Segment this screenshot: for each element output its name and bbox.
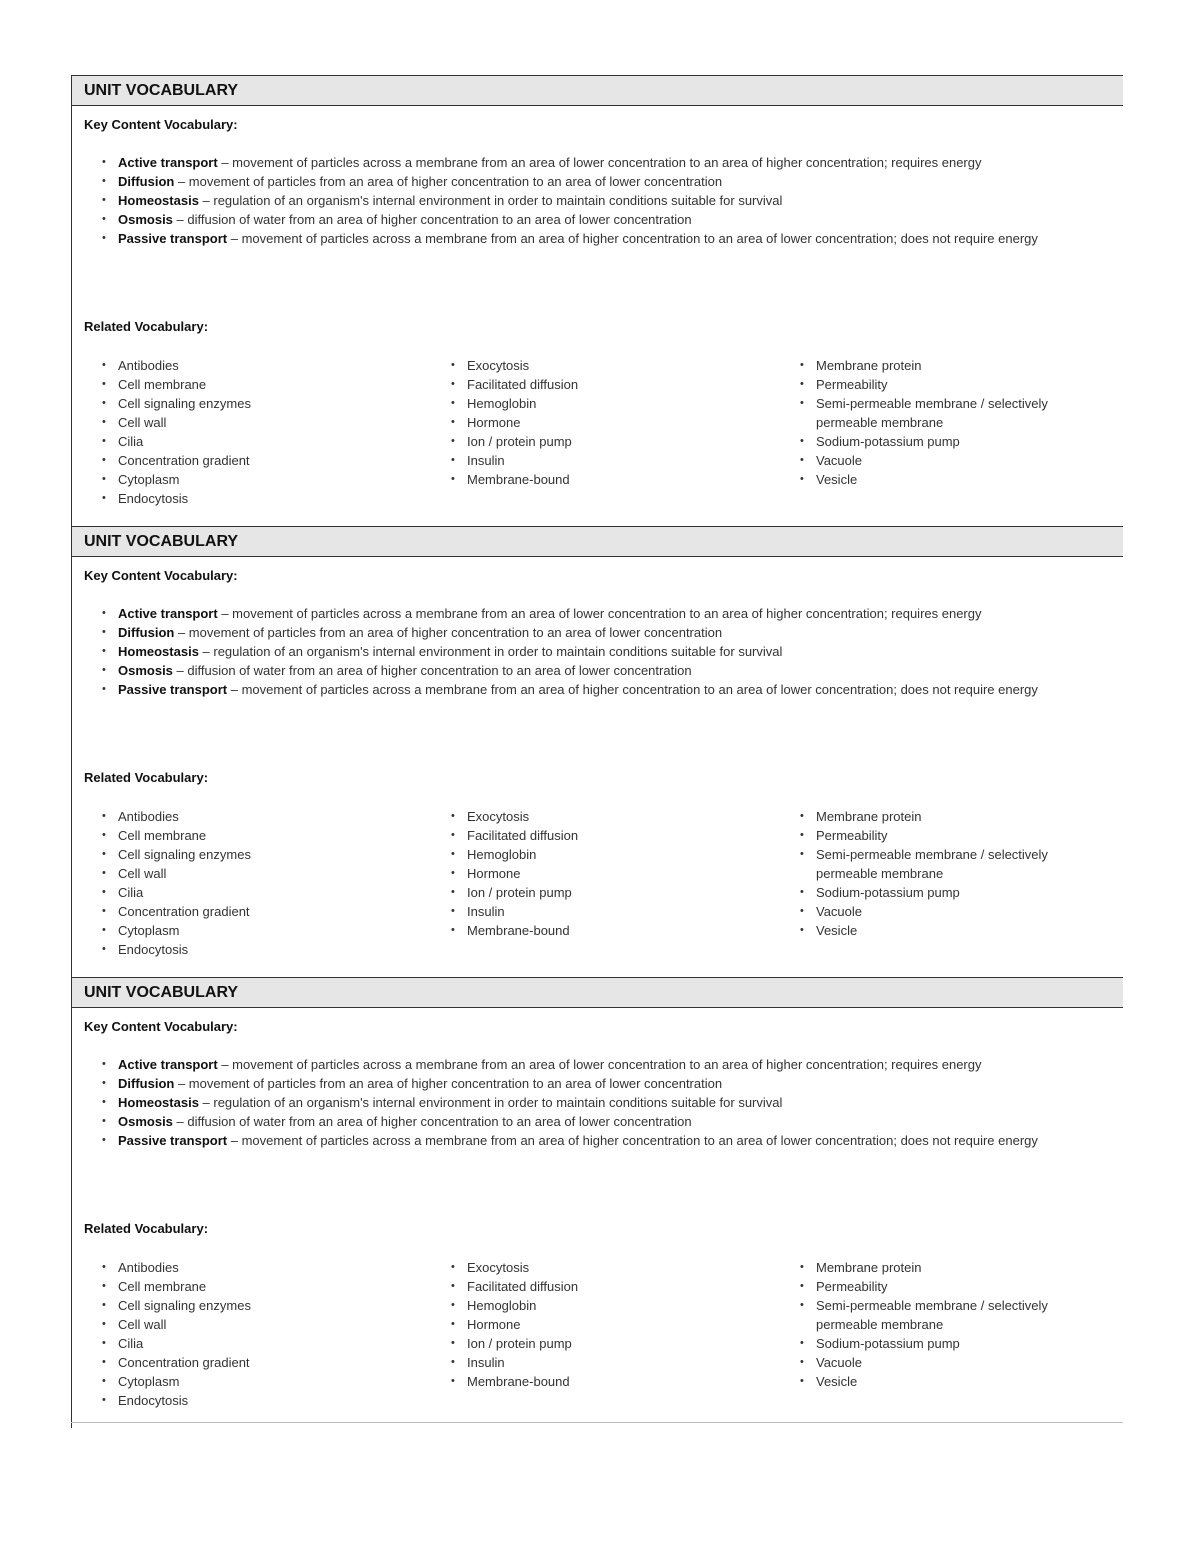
definition: – regulation of an organism's internal environment in order to maintain conditions suitable for survival xyxy=(198,644,783,659)
related-term: • Facilitated diffusion xyxy=(449,826,739,845)
related-term: • Cell signaling enzymes xyxy=(100,1296,390,1315)
related-term: • Semi-permeable membrane / selectively permeable membrane xyxy=(798,845,1098,883)
related-term: • Hemoglobin xyxy=(449,845,739,864)
related-term: • Cell membrane xyxy=(100,826,390,845)
related-term: • Antibodies xyxy=(100,356,390,375)
related-term: • Membrane protein xyxy=(798,807,1098,826)
related-term: • Endocytosis xyxy=(100,940,390,959)
key-vocabulary-heading: Key Content Vocabulary: xyxy=(84,117,238,132)
related-term: • Cytoplasm xyxy=(100,1372,390,1391)
bottom-divider xyxy=(71,1422,1123,1423)
related-term: • Exocytosis xyxy=(449,356,739,375)
definition: – diffusion of water from an area of higher concentration to an area of lower concentration xyxy=(172,663,692,678)
related-term: • Cell wall xyxy=(100,1315,390,1334)
related-term: • Endocytosis xyxy=(100,489,390,508)
related-term: • Vesicle xyxy=(798,921,1098,940)
related-term: • Membrane-bound xyxy=(449,470,739,489)
key-vocabulary-list xyxy=(100,604,1090,699)
related-term: • Sodium-potassium pump xyxy=(798,1334,1098,1353)
term: Osmosis xyxy=(118,212,173,227)
key-term-item xyxy=(100,1112,1090,1131)
key-term-item xyxy=(100,229,1090,248)
related-term: • Cilia xyxy=(100,432,390,451)
section-header: UNIT VOCABULARY xyxy=(72,75,1123,106)
related-term: • Cell membrane xyxy=(100,375,390,394)
related-column-3 xyxy=(798,1258,1098,1391)
related-term: • Facilitated diffusion xyxy=(449,1277,739,1296)
definition: – movement of particles across a membrane from an area of lower concentration to an area of higher concentration; requires energy xyxy=(217,606,982,621)
term: Passive transport xyxy=(118,231,228,246)
related-term: • Cell signaling enzymes xyxy=(100,845,390,864)
related-term: • Hormone xyxy=(449,864,739,883)
term: Active transport xyxy=(118,1057,218,1072)
term: Active transport xyxy=(118,606,218,621)
definition: – movement of particles from an area of higher concentration to an area of lower concentration xyxy=(174,174,723,189)
related-term: • Cytoplasm xyxy=(100,921,390,940)
vocabulary-section xyxy=(71,977,1123,1428)
related-term: • Vesicle xyxy=(798,1372,1098,1391)
term: Osmosis xyxy=(118,1114,173,1129)
related-term: • Antibodies xyxy=(100,1258,390,1277)
related-term: • Membrane-bound xyxy=(449,921,739,940)
related-column-1 xyxy=(100,1258,390,1410)
definition: – movement of particles across a membrane from an area of higher concentration to an area of lower concentration; does not require energy xyxy=(227,231,1038,246)
term: Diffusion xyxy=(118,1076,175,1091)
related-term: • Endocytosis xyxy=(100,1391,390,1410)
key-vocabulary-list xyxy=(100,1055,1090,1150)
key-term-item xyxy=(100,1131,1090,1150)
term: Homeostasis xyxy=(118,644,199,659)
key-term-item xyxy=(100,680,1090,699)
definition: – diffusion of water from an area of higher concentration to an area of lower concentration xyxy=(172,1114,692,1129)
key-term-item xyxy=(100,210,1090,229)
related-column-2 xyxy=(449,356,739,489)
related-column-1 xyxy=(100,356,390,508)
key-term-item xyxy=(100,1093,1090,1112)
term: Active transport xyxy=(118,155,218,170)
related-term: • Exocytosis xyxy=(449,807,739,826)
related-column-3 xyxy=(798,356,1098,489)
term: Passive transport xyxy=(118,682,228,697)
related-term: • Vacuole xyxy=(798,1353,1098,1372)
definition: – regulation of an organism's internal environment in order to maintain conditions suitable for survival xyxy=(198,1095,783,1110)
key-vocabulary-heading: Key Content Vocabulary: xyxy=(84,568,238,583)
term: Diffusion xyxy=(118,625,175,640)
related-column-1 xyxy=(100,807,390,959)
key-term-item xyxy=(100,191,1090,210)
related-term: • Cytoplasm xyxy=(100,470,390,489)
related-term: • Cell wall xyxy=(100,413,390,432)
related-term: • Cell wall xyxy=(100,864,390,883)
related-term: • Membrane-bound xyxy=(449,1372,739,1391)
related-term: • Membrane protein xyxy=(798,1258,1098,1277)
related-column-2 xyxy=(449,807,739,940)
related-term: • Insulin xyxy=(449,1353,739,1372)
definition: – movement of particles across a membrane from an area of lower concentration to an area of higher concentration; requires energy xyxy=(217,1057,982,1072)
definition: – movement of particles across a membrane from an area of higher concentration to an area of lower concentration; does not require energy xyxy=(227,682,1038,697)
related-term: • Concentration gradient xyxy=(100,1353,390,1372)
related-term: • Insulin xyxy=(449,902,739,921)
definition: – movement of particles from an area of higher concentration to an area of lower concentration xyxy=(174,1076,723,1091)
key-vocabulary-heading: Key Content Vocabulary: xyxy=(84,1019,238,1034)
key-term-item xyxy=(100,623,1090,642)
related-column-2 xyxy=(449,1258,739,1391)
term: Passive transport xyxy=(118,1133,228,1148)
definition: – regulation of an organism's internal environment in order to maintain conditions suitable for survival xyxy=(198,193,783,208)
related-term: • Sodium-potassium pump xyxy=(798,883,1098,902)
document-page xyxy=(71,75,1123,1428)
definition: – diffusion of water from an area of higher concentration to an area of lower concentration xyxy=(172,212,692,227)
related-term: • Cell signaling enzymes xyxy=(100,394,390,413)
vocabulary-section xyxy=(71,526,1123,977)
term: Osmosis xyxy=(118,663,173,678)
term: Homeostasis xyxy=(118,193,199,208)
related-term: • Facilitated diffusion xyxy=(449,375,739,394)
key-term-item xyxy=(100,1055,1090,1074)
related-term: • Concentration gradient xyxy=(100,902,390,921)
related-term: • Vacuole xyxy=(798,902,1098,921)
vocabulary-section xyxy=(71,75,1123,526)
related-term: • Insulin xyxy=(449,451,739,470)
related-term: • Permeability xyxy=(798,375,1098,394)
key-term-item xyxy=(100,604,1090,623)
term: Diffusion xyxy=(118,174,175,189)
related-term: • Semi-permeable membrane / selectively permeable membrane xyxy=(798,394,1098,432)
key-term-item xyxy=(100,153,1090,172)
key-term-item xyxy=(100,642,1090,661)
related-term: • Hormone xyxy=(449,1315,739,1334)
key-term-item xyxy=(100,1074,1090,1093)
section-header: UNIT VOCABULARY xyxy=(72,526,1123,557)
related-term: • Cilia xyxy=(100,1334,390,1353)
related-term: • Permeability xyxy=(798,826,1098,845)
related-term: • Cilia xyxy=(100,883,390,902)
related-term: • Ion / protein pump xyxy=(449,883,739,902)
related-term: • Vacuole xyxy=(798,451,1098,470)
related-term: • Concentration gradient xyxy=(100,451,390,470)
related-term: • Hemoglobin xyxy=(449,1296,739,1315)
related-term: • Membrane protein xyxy=(798,356,1098,375)
related-term: • Cell membrane xyxy=(100,1277,390,1296)
related-term: • Hormone xyxy=(449,413,739,432)
related-vocabulary-heading: Related Vocabulary: xyxy=(84,319,209,334)
related-vocabulary-heading: Related Vocabulary: xyxy=(84,770,209,785)
related-term: • Vesicle xyxy=(798,470,1098,489)
key-term-item xyxy=(100,661,1090,680)
related-term: • Ion / protein pump xyxy=(449,432,739,451)
key-vocabulary-list xyxy=(100,153,1090,248)
related-term: • Permeability xyxy=(798,1277,1098,1296)
related-term: • Semi-permeable membrane / selectively permeable membrane xyxy=(798,1296,1098,1334)
related-term: • Exocytosis xyxy=(449,1258,739,1277)
related-vocabulary-heading: Related Vocabulary: xyxy=(84,1221,209,1236)
related-term: • Hemoglobin xyxy=(449,394,739,413)
key-term-item xyxy=(100,172,1090,191)
definition: – movement of particles across a membrane from an area of higher concentration to an area of lower concentration; does not require energy xyxy=(227,1133,1038,1148)
section-header: UNIT VOCABULARY xyxy=(72,977,1123,1008)
definition: – movement of particles across a membrane from an area of lower concentration to an area of higher concentration; requires energy xyxy=(217,155,982,170)
definition: – movement of particles from an area of higher concentration to an area of lower concentration xyxy=(174,625,723,640)
related-column-3 xyxy=(798,807,1098,940)
related-term: • Ion / protein pump xyxy=(449,1334,739,1353)
term: Homeostasis xyxy=(118,1095,199,1110)
related-term: • Sodium-potassium pump xyxy=(798,432,1098,451)
related-term: • Antibodies xyxy=(100,807,390,826)
